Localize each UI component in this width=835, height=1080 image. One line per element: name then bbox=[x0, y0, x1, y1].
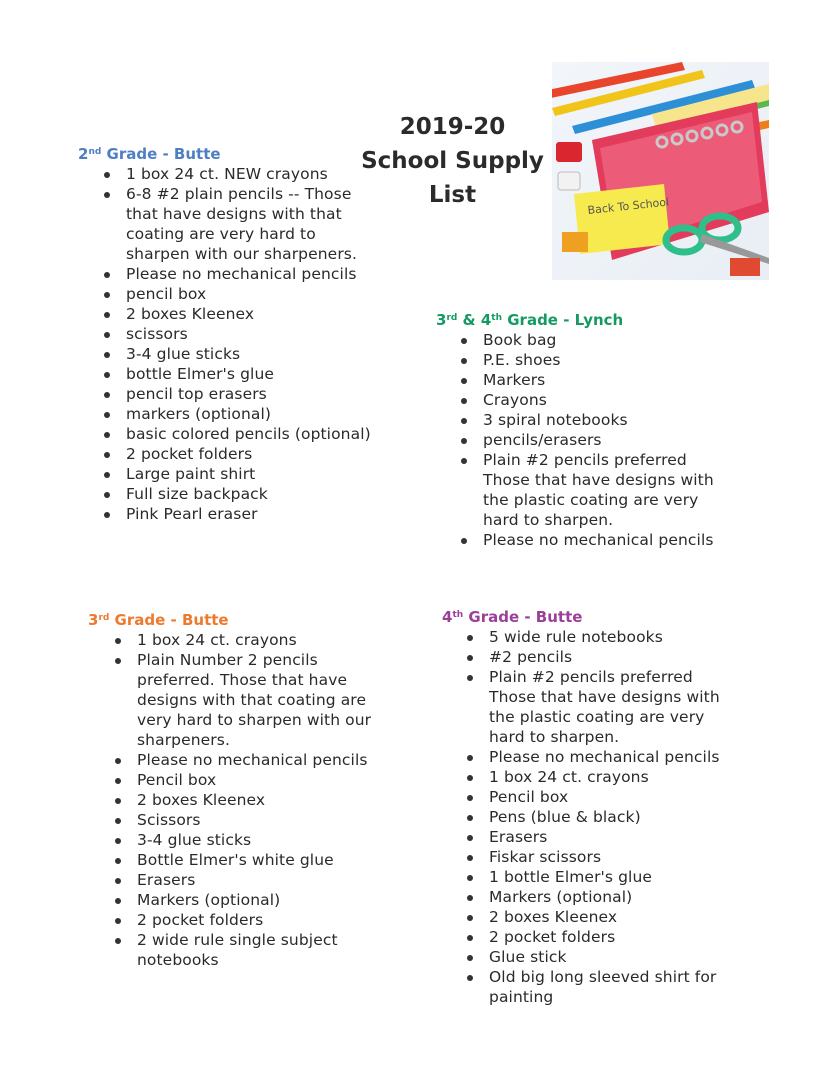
list-item: 6-8 #2 plain pencils -- Those that have designs with that coating are very hard to sharpen with our sharpeners. bbox=[101, 184, 378, 264]
list-item: Erasers bbox=[112, 870, 388, 890]
list-item: Plain #2 pencils preferred Those that have designs with the plastic coating are very hard to sharpen. bbox=[464, 667, 742, 747]
heading-ordinal: rd bbox=[98, 613, 110, 623]
list-item: 2 pocket folders bbox=[112, 910, 388, 930]
supply-list bbox=[458, 330, 736, 550]
supply-list bbox=[101, 164, 378, 524]
page-title bbox=[350, 110, 555, 212]
list-item: Large paint shirt bbox=[101, 464, 378, 484]
heading-number-2: & 4 bbox=[457, 311, 492, 329]
list-item: 3-4 glue sticks bbox=[112, 830, 388, 850]
list-item: scissors bbox=[101, 324, 378, 344]
list-item: Pens (blue & black) bbox=[464, 807, 742, 827]
note-text: Back To School bbox=[586, 195, 670, 217]
list-item: #2 pencils bbox=[464, 647, 742, 667]
section-3rd-4th-grade-lynch bbox=[436, 310, 736, 550]
title-year: 2019-20 bbox=[399, 114, 506, 140]
list-item: 1 box 24 ct. NEW crayons bbox=[101, 164, 378, 184]
section-heading bbox=[78, 144, 378, 164]
list-item: Markers (optional) bbox=[112, 890, 388, 910]
section-heading bbox=[436, 310, 736, 330]
list-item: pencils/erasers bbox=[458, 430, 736, 450]
title-main: School Supply bbox=[361, 148, 544, 174]
list-item: 2 boxes Kleenex bbox=[112, 790, 388, 810]
list-item: 2 wide rule single subject notebooks bbox=[112, 930, 388, 970]
list-item: pencil box bbox=[101, 284, 378, 304]
list-item: Please no mechanical pencils bbox=[458, 530, 736, 550]
heading-ordinal: rd bbox=[446, 313, 458, 323]
list-item: Pencil box bbox=[464, 787, 742, 807]
list-item: Erasers bbox=[464, 827, 742, 847]
list-item: Glue stick bbox=[464, 947, 742, 967]
section-4th-grade-butte bbox=[442, 607, 742, 1007]
list-item: 1 box 24 ct. crayons bbox=[464, 767, 742, 787]
school-supplies-photo bbox=[552, 62, 769, 280]
list-item: Crayons bbox=[458, 390, 736, 410]
list-item: Scissors bbox=[112, 810, 388, 830]
list-item: 3-4 glue sticks bbox=[101, 344, 378, 364]
heading-number: 3 bbox=[88, 611, 99, 629]
list-item: Bottle Elmer's white glue bbox=[112, 850, 388, 870]
list-item: Pencil box bbox=[112, 770, 388, 790]
section-heading bbox=[442, 607, 742, 627]
heading-number: 4 bbox=[442, 608, 453, 626]
list-item: bottle Elmer's glue bbox=[101, 364, 378, 384]
heading-text: Grade - Butte bbox=[109, 611, 229, 629]
list-item: 1 box 24 ct. crayons bbox=[112, 630, 388, 650]
list-item: markers (optional) bbox=[101, 404, 378, 424]
list-item: Please no mechanical pencils bbox=[101, 264, 378, 284]
heading-ordinal-2: th bbox=[491, 313, 503, 323]
heading-text: Grade - Lynch bbox=[502, 311, 624, 329]
list-item: Plain #2 pencils preferred Those that have designs with the plastic coating are very hard to sharpen. bbox=[458, 450, 736, 530]
supply-list bbox=[464, 627, 742, 1007]
school-supplies-illustration bbox=[552, 62, 769, 280]
heading-text: Grade - Butte bbox=[101, 145, 221, 163]
list-item: 3 spiral notebooks bbox=[458, 410, 736, 430]
heading-text: Grade - Butte bbox=[463, 608, 583, 626]
supply-list bbox=[112, 630, 388, 970]
section-heading bbox=[88, 610, 388, 630]
list-item: basic colored pencils (optional) bbox=[101, 424, 378, 444]
list-item: 1 bottle Elmer's glue bbox=[464, 867, 742, 887]
list-item: 5 wide rule notebooks bbox=[464, 627, 742, 647]
list-item: Pink Pearl eraser bbox=[101, 504, 378, 524]
list-item: 2 boxes Kleenex bbox=[464, 907, 742, 927]
list-item: 2 pocket folders bbox=[464, 927, 742, 947]
list-item: Markers (optional) bbox=[464, 887, 742, 907]
list-item: Old big long sleeved shirt for painting bbox=[464, 967, 742, 1007]
list-item: pencil top erasers bbox=[101, 384, 378, 404]
list-item: Book bag bbox=[458, 330, 736, 350]
heading-number: 3 bbox=[436, 311, 447, 329]
list-item: P.E. shoes bbox=[458, 350, 736, 370]
heading-number: 2 bbox=[78, 145, 89, 163]
heading-ordinal: th bbox=[452, 610, 464, 620]
list-item: Fiskar scissors bbox=[464, 847, 742, 867]
section-2nd-grade-butte bbox=[78, 144, 378, 524]
title-list: List bbox=[428, 182, 477, 208]
list-item: Plain Number 2 pencils preferred. Those that have designs with that coating are very hard to sharpen with our sharpeners. bbox=[112, 650, 388, 750]
list-item: Full size backpack bbox=[101, 484, 378, 504]
list-item: Markers bbox=[458, 370, 736, 390]
list-item: 2 pocket folders bbox=[101, 444, 378, 464]
section-3rd-grade-butte bbox=[88, 610, 388, 970]
list-item: 2 boxes Kleenex bbox=[101, 304, 378, 324]
list-item: Please no mechanical pencils bbox=[464, 747, 742, 767]
list-item: Please no mechanical pencils bbox=[112, 750, 388, 770]
heading-ordinal: nd bbox=[88, 147, 102, 157]
